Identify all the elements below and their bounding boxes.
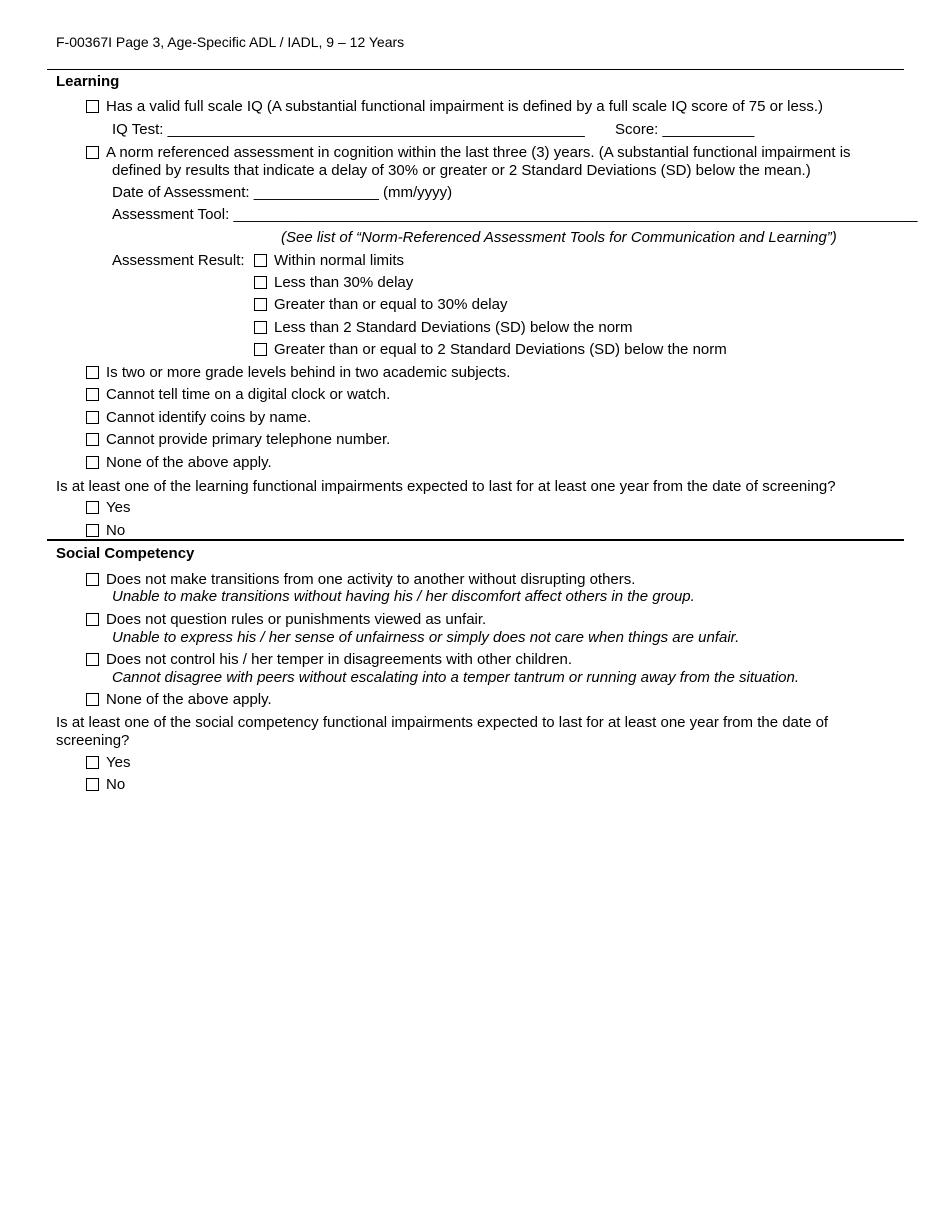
- result-label: Greater than or equal to 2 Standard Deviations (SD) below the norm: [274, 341, 727, 358]
- iq-test-field[interactable]: IQ Test: __________________________________________________: [112, 121, 585, 138]
- social-duration-question-line2: screening?: [56, 732, 130, 749]
- valid-iq-checkbox[interactable]: [86, 100, 99, 113]
- header-divider: [47, 69, 904, 70]
- norm-assessment-checkbox[interactable]: [86, 146, 99, 159]
- learning-yes-label: Yes: [106, 499, 131, 516]
- result-gte-2sd-checkbox[interactable]: [254, 343, 267, 356]
- see-list-note: (See list of “Norm-Referenced Assessment Tools for Communication and Learning”): [281, 229, 837, 246]
- learning-item-label: Cannot tell time on a digital clock or watch.: [106, 386, 391, 403]
- social-item-label: Does not control his / her temper in disagreements with other children.: [106, 651, 573, 668]
- result-within-normal-checkbox[interactable]: [254, 254, 267, 267]
- norm-assessment-label-line2: defined by results that indicate a delay of 30% or greater or 2 Standard Deviations (SD) below the mean.): [112, 162, 811, 179]
- social-item-note: Unable to express his / her sense of unfairness or simply does not care when things are unfair.: [112, 629, 740, 646]
- result-less-30-checkbox[interactable]: [254, 276, 267, 289]
- identify-coins-checkbox[interactable]: [86, 411, 99, 424]
- social-competency-title: Social Competency: [56, 545, 195, 562]
- control-temper-checkbox[interactable]: [86, 653, 99, 666]
- grade-levels-checkbox[interactable]: [86, 366, 99, 379]
- learning-item-label: None of the above apply.: [106, 454, 272, 471]
- result-less-2sd-checkbox[interactable]: [254, 321, 267, 334]
- transitions-checkbox[interactable]: [86, 573, 99, 586]
- telephone-number-checkbox[interactable]: [86, 433, 99, 446]
- social-item-note: Cannot disagree with peers without escalating into a temper tantrum or running away from the situation.: [112, 669, 800, 686]
- form-header: F-00367I Page 3, Age-Specific ADL / IADL, 9 – 12 Years: [56, 34, 405, 50]
- social-item-note: Unable to make transitions without having his / her discomfort affect others in the group.: [112, 588, 695, 605]
- learning-title: Learning: [56, 73, 120, 90]
- learning-no-checkbox[interactable]: [86, 524, 99, 537]
- social-none-label: None of the above apply.: [106, 691, 272, 708]
- social-no-label: No: [106, 776, 126, 793]
- social-item-label: Does not question rules or punishments viewed as unfair.: [106, 611, 487, 628]
- assessment-result-label: Assessment Result:: [112, 252, 245, 269]
- iq-score-field[interactable]: Score: ___________: [615, 121, 755, 138]
- social-yes-checkbox[interactable]: [86, 756, 99, 769]
- learning-no-label: No: [106, 522, 126, 539]
- learning-item-label: Cannot identify coins by name.: [106, 409, 312, 426]
- social-no-checkbox[interactable]: [86, 778, 99, 791]
- learning-item-label: Cannot provide primary telephone number.: [106, 431, 391, 448]
- question-rules-checkbox[interactable]: [86, 613, 99, 626]
- assessment-tool-field[interactable]: Assessment Tool: __________________________________________________________________________________: [112, 206, 918, 223]
- learning-duration-question: Is at least one of the learning functional impairments expected to last for at least one year from the date of screening?: [56, 478, 836, 495]
- learning-yes-checkbox[interactable]: [86, 501, 99, 514]
- section-divider: [47, 539, 904, 541]
- social-none-checkbox[interactable]: [86, 693, 99, 706]
- social-item-label: Does not make transitions from one activity to another without disrupting others.: [106, 571, 636, 588]
- result-label: Within normal limits: [274, 252, 405, 269]
- learning-item-label: Is two or more grade levels behind in two academic subjects.: [106, 364, 511, 381]
- social-yes-label: Yes: [106, 754, 131, 771]
- learning-none-checkbox[interactable]: [86, 456, 99, 469]
- date-of-assessment-field[interactable]: Date of Assessment: _______________ (mm/yyyy): [112, 184, 453, 201]
- valid-iq-label: Has a valid full scale IQ (A substantial functional impairment is defined by a full scale IQ score of 75 or less.): [106, 98, 823, 115]
- norm-assessment-label-line1: A norm referenced assessment in cognition within the last three (3) years. (A substantial functional impairment is: [106, 144, 851, 161]
- social-duration-question-line1: Is at least one of the social competency functional impairments expected to last for at least one year from the date of: [56, 714, 829, 731]
- result-label: Less than 30% delay: [274, 274, 414, 291]
- result-label: Less than 2 Standard Deviations (SD) below the norm: [274, 319, 633, 336]
- result-gte-30-checkbox[interactable]: [254, 298, 267, 311]
- tell-time-checkbox[interactable]: [86, 388, 99, 401]
- result-label: Greater than or equal to 30% delay: [274, 296, 508, 313]
